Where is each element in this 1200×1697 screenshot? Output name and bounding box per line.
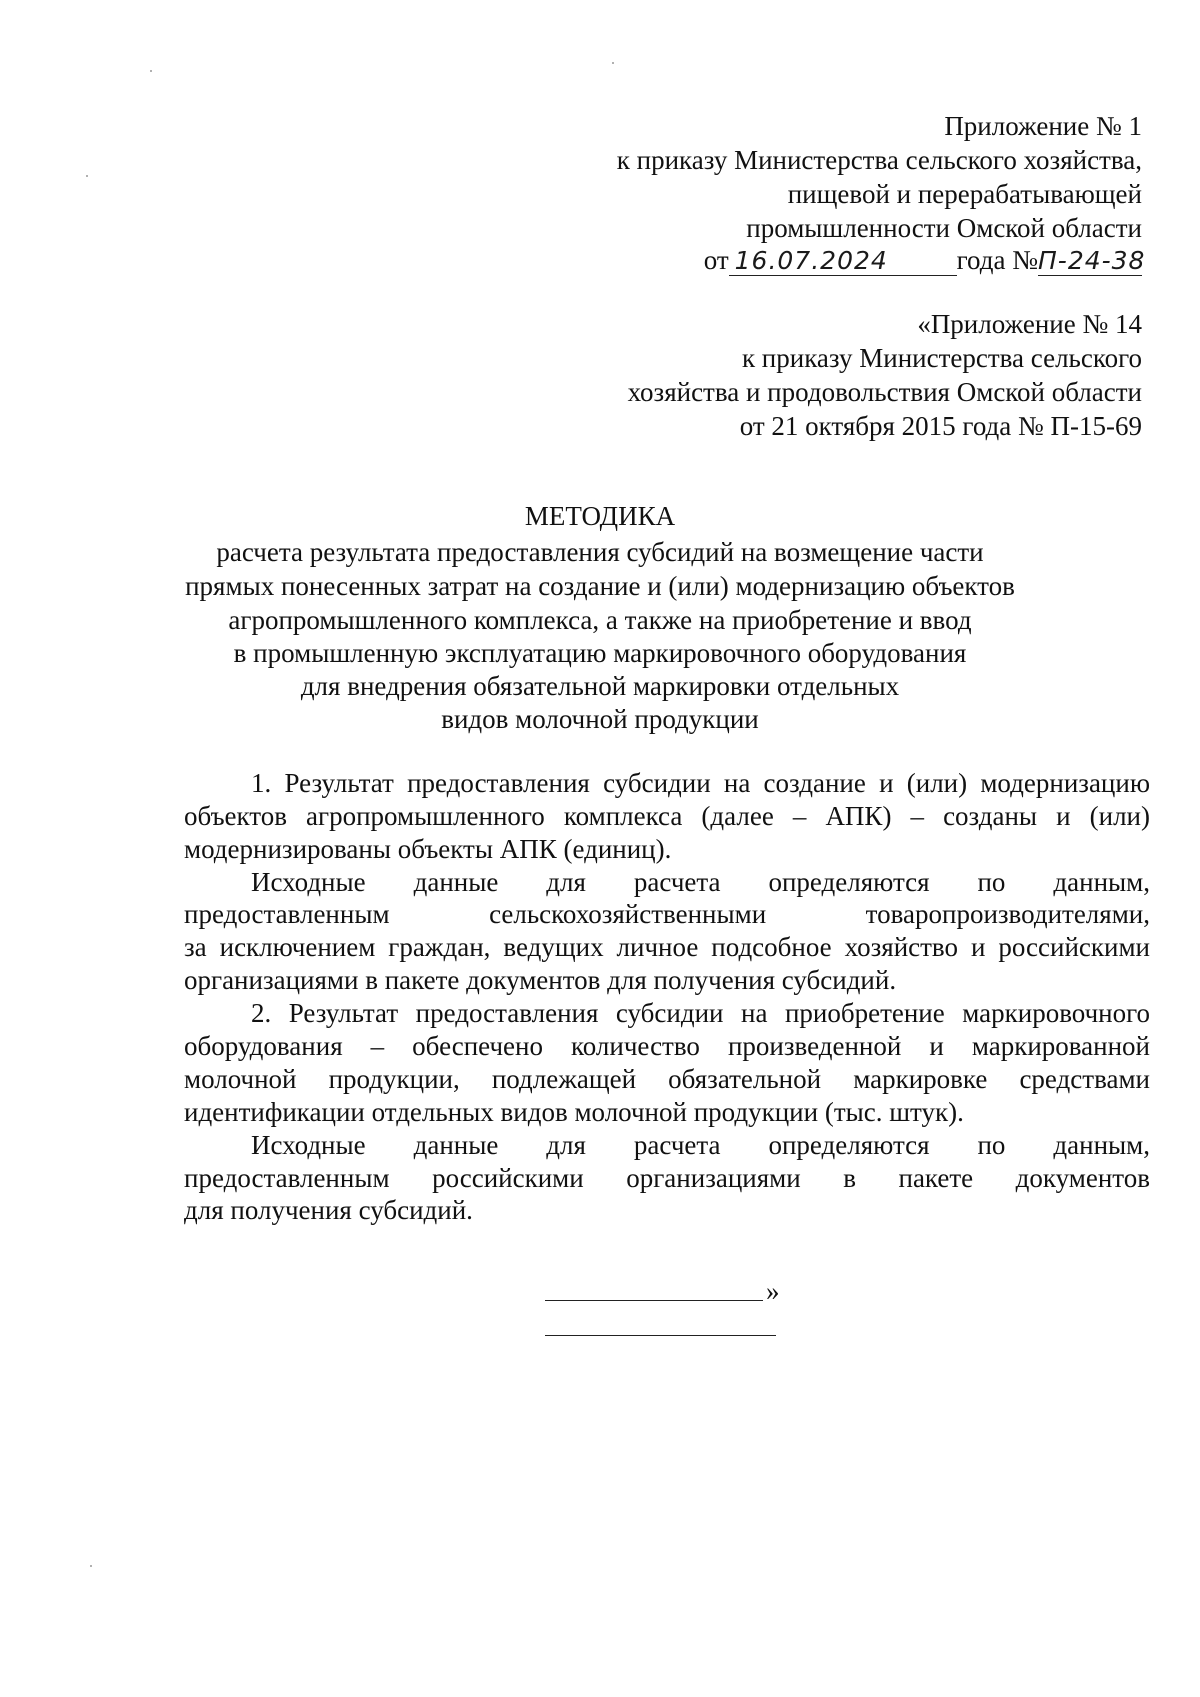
scan-speck [90, 1565, 92, 1567]
from-prefix: от [703, 245, 729, 275]
scan-speck [150, 70, 152, 72]
paragraph-line: оборудования – обеспечено количество произведенной и маркированной [184, 1031, 1150, 1061]
header1-line4: промышленности Омской области [746, 213, 1142, 243]
paragraph-line: 2. Результат предоставления субсидии на приобретение маркировочного [251, 998, 1150, 1028]
paragraph-line: 1. Результат предоставления субсидии на создание и (или) модернизацию [251, 768, 1150, 798]
scan-speck [86, 175, 88, 177]
paragraph-line: организациями в пакете документов для получения субсидий. [184, 965, 897, 995]
separator-line [545, 1300, 763, 1301]
title-line: в промышленную эксплуатацию маркировочного оборудования [233, 638, 967, 668]
paragraph-line: для получения субсидий. [184, 1195, 473, 1225]
handwritten-date: 16.07.2024 [734, 246, 888, 275]
order-number-field [1038, 246, 1146, 276]
paragraph-line: Исходные данные для расчета определяются по данным, [251, 1130, 1150, 1160]
paragraph-line: предоставленным российскими организациями в пакете документов [184, 1163, 1150, 1193]
header2-line1: «Приложение № 14 [917, 309, 1142, 339]
year-label: года № [956, 245, 1038, 275]
paragraph-line: модернизированы объекты АПК (единиц). [184, 834, 672, 864]
title-line: для внедрения обязательной маркировки отдельных [300, 671, 900, 701]
header1-line3: пищевой и перерабатывающей [787, 179, 1142, 209]
scan-speck [612, 62, 614, 64]
handwritten-number: П-24-38 [1038, 246, 1146, 275]
header1-order-line [703, 244, 1146, 276]
header2-line2: к приказу Министерства сельского [741, 343, 1142, 373]
title-line: прямых понесенных затрат на создание и (или) модернизацию объектов [185, 571, 1015, 601]
header2-line4: от 21 октября 2015 года № П-15-69 [739, 411, 1142, 441]
header1-line1: Приложение № 1 [944, 111, 1142, 141]
paragraph-line: идентификации отдельных видов молочной продукции (тыс. штук). [184, 1097, 964, 1127]
title-line: агропромышленного комплекса, а также на приобретение и ввод [228, 605, 972, 635]
paragraph-line: за исключением граждан, ведущих личное подсобное хозяйство и российскими [184, 932, 1150, 962]
separator-line [545, 1335, 776, 1336]
closing-quote: » [766, 1276, 780, 1306]
paragraph-line: Исходные данные для расчета определяются по данным, [251, 867, 1150, 897]
header2-line3: хозяйства и продовольствия Омской области [627, 377, 1142, 407]
paragraph-line: предоставленным сельскохозяйственными товаропроизводителями, [184, 899, 1150, 929]
order-date-field [729, 246, 957, 276]
title-heading: МЕТОДИКА [524, 501, 676, 531]
paragraph-line: объектов агропромышленного комплекса (далее – АПК) – созданы и (или) [184, 801, 1150, 831]
title-line: расчета результата предоставления субсидий на возмещение части [216, 537, 984, 567]
title-line: видов молочной продукции [441, 704, 759, 734]
header1-line2: к приказу Министерства сельского хозяйства, [616, 145, 1142, 175]
paragraph-line: молочной продукции, подлежащей обязательной маркировке средствами [184, 1064, 1150, 1094]
